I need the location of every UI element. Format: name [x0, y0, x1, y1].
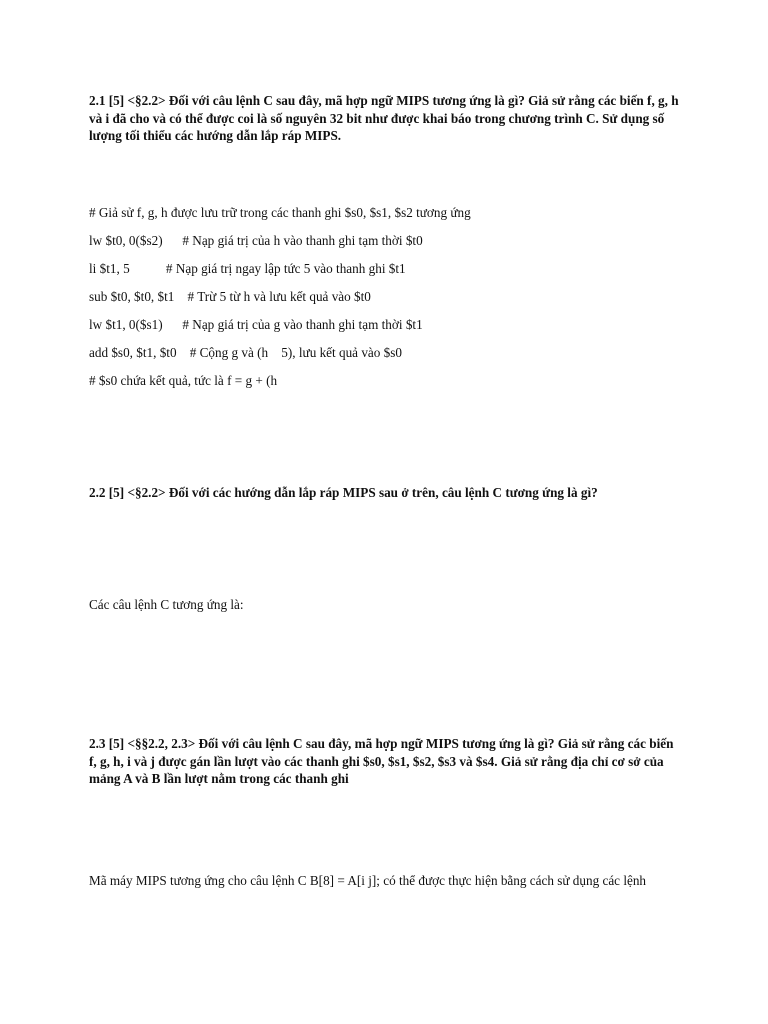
question-2-3: 2.3 [5] <§§2.2, 2.3> Đối với câu lệnh C sau đây, mã hợp ngữ MIPS tương ứng là gì? Giả sử rằng các biến f, g, h, i và j được gán lần lượt vào các thanh ghi $s0, $s1, $s2, $s3 và $s4. Giả sử rằng địa chỉ cơ sở của mảng A và B lần lượt nằm trong các thanh ghi: [89, 736, 674, 786]
code-line-2: li $t1, 5 # Nạp giá trị ngay lập tức 5 vào thanh ghi $t1: [89, 261, 406, 276]
answer-2-3: Mã máy MIPS tương ứng cho câu lệnh C B[8] = A[i j]; có thể được thực hiện bằng cách sử dụng các lệnh: [89, 873, 647, 888]
code-line-1: lw $t0, 0($s2) # Nạp giá trị của h vào thanh ghi tạm thời $t0: [89, 233, 423, 248]
question-2-2: 2.2 [5] <§2.2> Đối với các hướng dẫn lắp ráp MIPS sau ở trên, câu lệnh C tương ứng là gì?: [89, 485, 598, 500]
code-comment-result: # $s0 chứa kết quả, tức là f = g + (h: [89, 373, 278, 388]
question-2-1: 2.1 [5] <§2.2> Đối với câu lệnh C sau đây, mã hợp ngữ MIPS tương ứng là gì? Giả sử rằng các biến f, g, h và i đã cho và có thể được coi là số nguyên 32 bit như được khai báo trong chương trình C. Sử dụng số lượng tối thiểu các hướng dẫn lắp ráp MIPS.: [89, 93, 679, 143]
answer-2-2: Các câu lệnh C tương ứng là:: [89, 597, 244, 612]
code-line-5: add $s0, $t1, $t0 # Cộng g và (h 5), lưu kết quả vào $s0: [89, 345, 402, 360]
code-line-3: sub $t0, $t0, $t1 # Trừ 5 từ h và lưu kết quả vào $t0: [89, 289, 371, 304]
code-comment-intro: # Giả sử f, g, h được lưu trữ trong các thanh ghi $s0, $s1, $s2 tương ứng: [89, 205, 471, 220]
code-line-4: lw $t1, 0($s1) # Nạp giá trị của g vào thanh ghi tạm thời $t1: [89, 317, 423, 332]
